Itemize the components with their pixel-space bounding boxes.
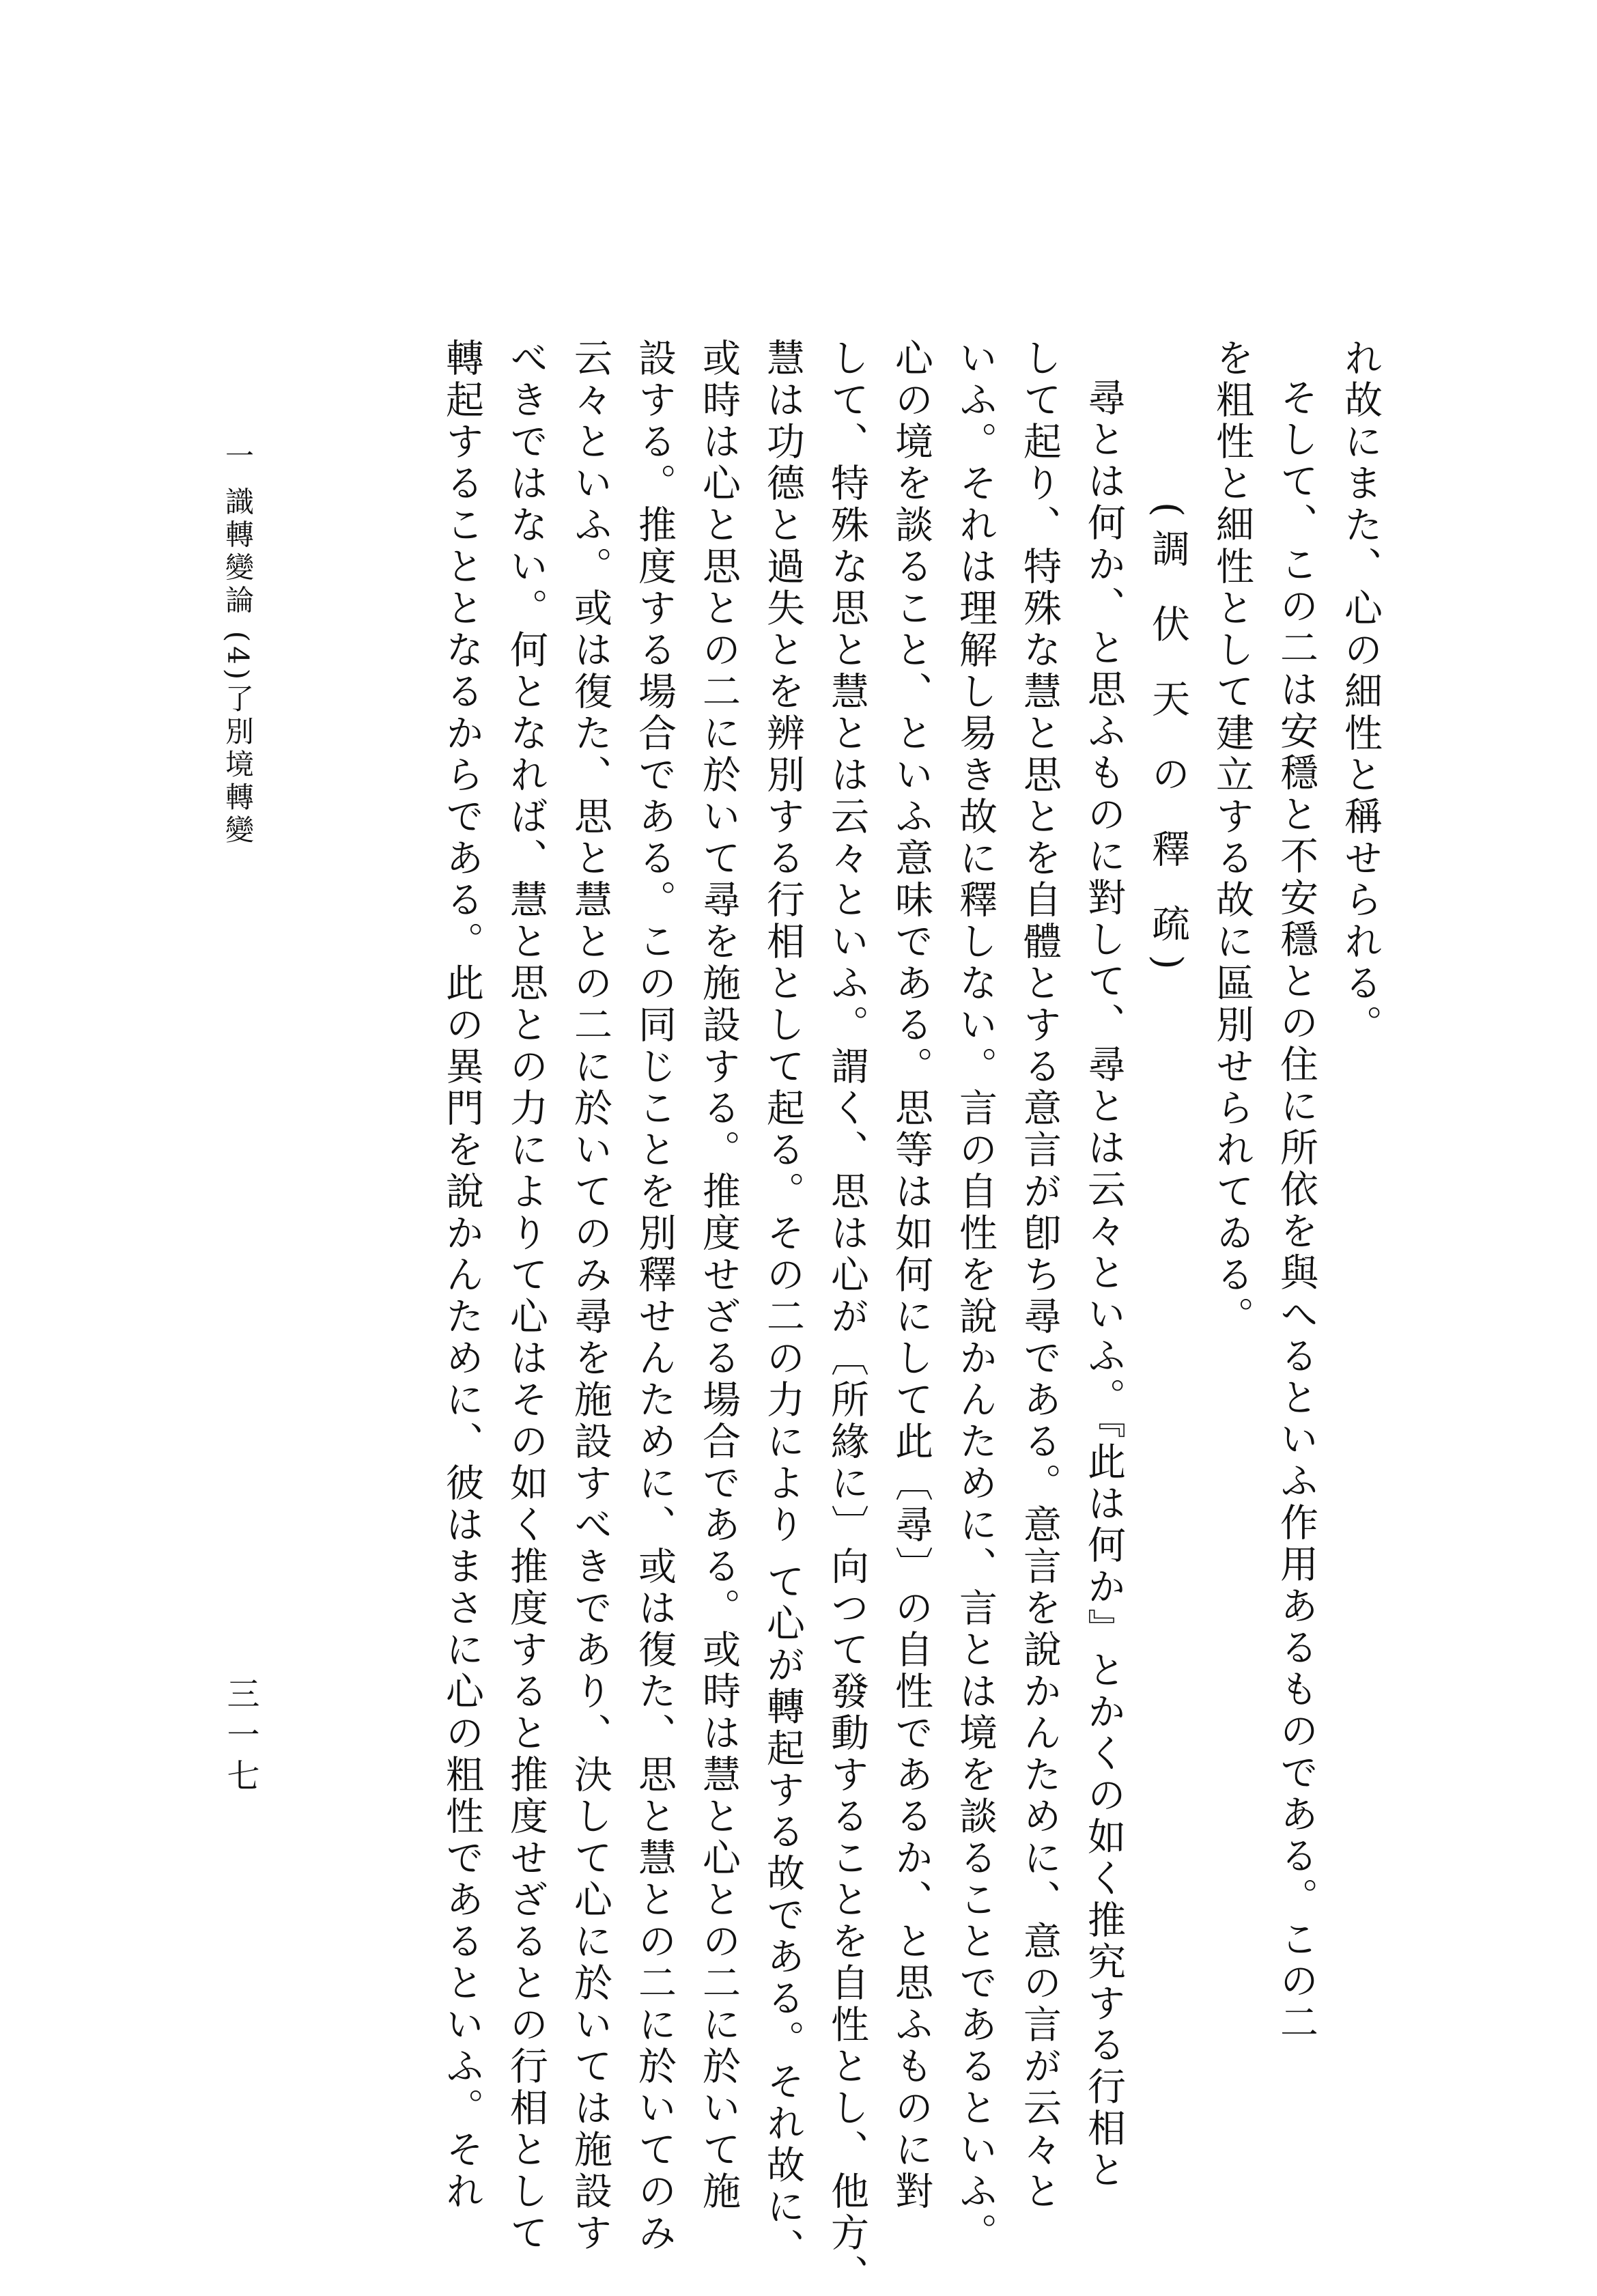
text-line: いふ。それは理解し易き故に釋しない。言の自性を說かんために、言とは境を談ることであるといふ。 xyxy=(953,338,998,2254)
text-line: して起り、特殊な慧と思とを自體とする意言が卽ち尋である。意言を說かんために、意の言が云々と xyxy=(1017,338,1062,2213)
text-line: そして、この二は安穩と不安穩との住に所依を與へるといふ作用あるものである。この二 xyxy=(1274,378,1318,2044)
text-line: 尋とは何か、と思ふものに對して、尋とは云々といふ。『此は何か』とかくの如く推究する行相と xyxy=(1082,378,1126,2192)
text-line: 心の境を談ること、といふ意味である。思等は如何にして此〔尋〕の自性であるか、と思ふものに對 xyxy=(889,338,933,2213)
section-heading: (調 伏 天 の 釋 疏) xyxy=(1146,502,1190,982)
page-number: 三一七 xyxy=(221,1677,259,1800)
body-text xyxy=(429,338,1392,2296)
text-line: 或時は心と思との二に於いて尋を施設する。推度せざる場合である。或時は慧と心との二に於いて施 xyxy=(696,338,741,2213)
text-line: 設する。推度する場合である。この同じことを別釋せんために、或は復た、思と慧との二に於いてのみ xyxy=(632,338,677,2254)
text-line: れ故にまた、心の細性と稱せられる。 xyxy=(1338,338,1383,1046)
text-line: を粗性と細性として建立する故に區別せられてゐる。 xyxy=(1210,338,1254,1338)
text-line: 云々といふ。或は復た、思と慧との二に於いてのみ尋を施設すべきであり、決して心に於いては施設す xyxy=(568,338,612,2254)
running-head: 一 識轉變論 (4)了別境轉變 xyxy=(221,440,255,848)
text-line: 轉起することとなるからである。此の異門を說かんために、彼はまさに心の粗性であるといふ。それ xyxy=(440,338,484,2213)
text-line: 慧は功德と過失とを辨別する行相として起る。その二の力により て心が轉起する故である。それ故に、 xyxy=(761,338,805,2270)
text-line: して、特殊な思と慧とは云々といふ。謂く、思は心が〔所緣に〕向つて發動することを自性とし、他方、 xyxy=(825,338,869,2296)
text-line: べきではない。何となれば、慧と思との力によりて心はその如く推度すると推度せざるとの行相として xyxy=(504,338,548,2254)
